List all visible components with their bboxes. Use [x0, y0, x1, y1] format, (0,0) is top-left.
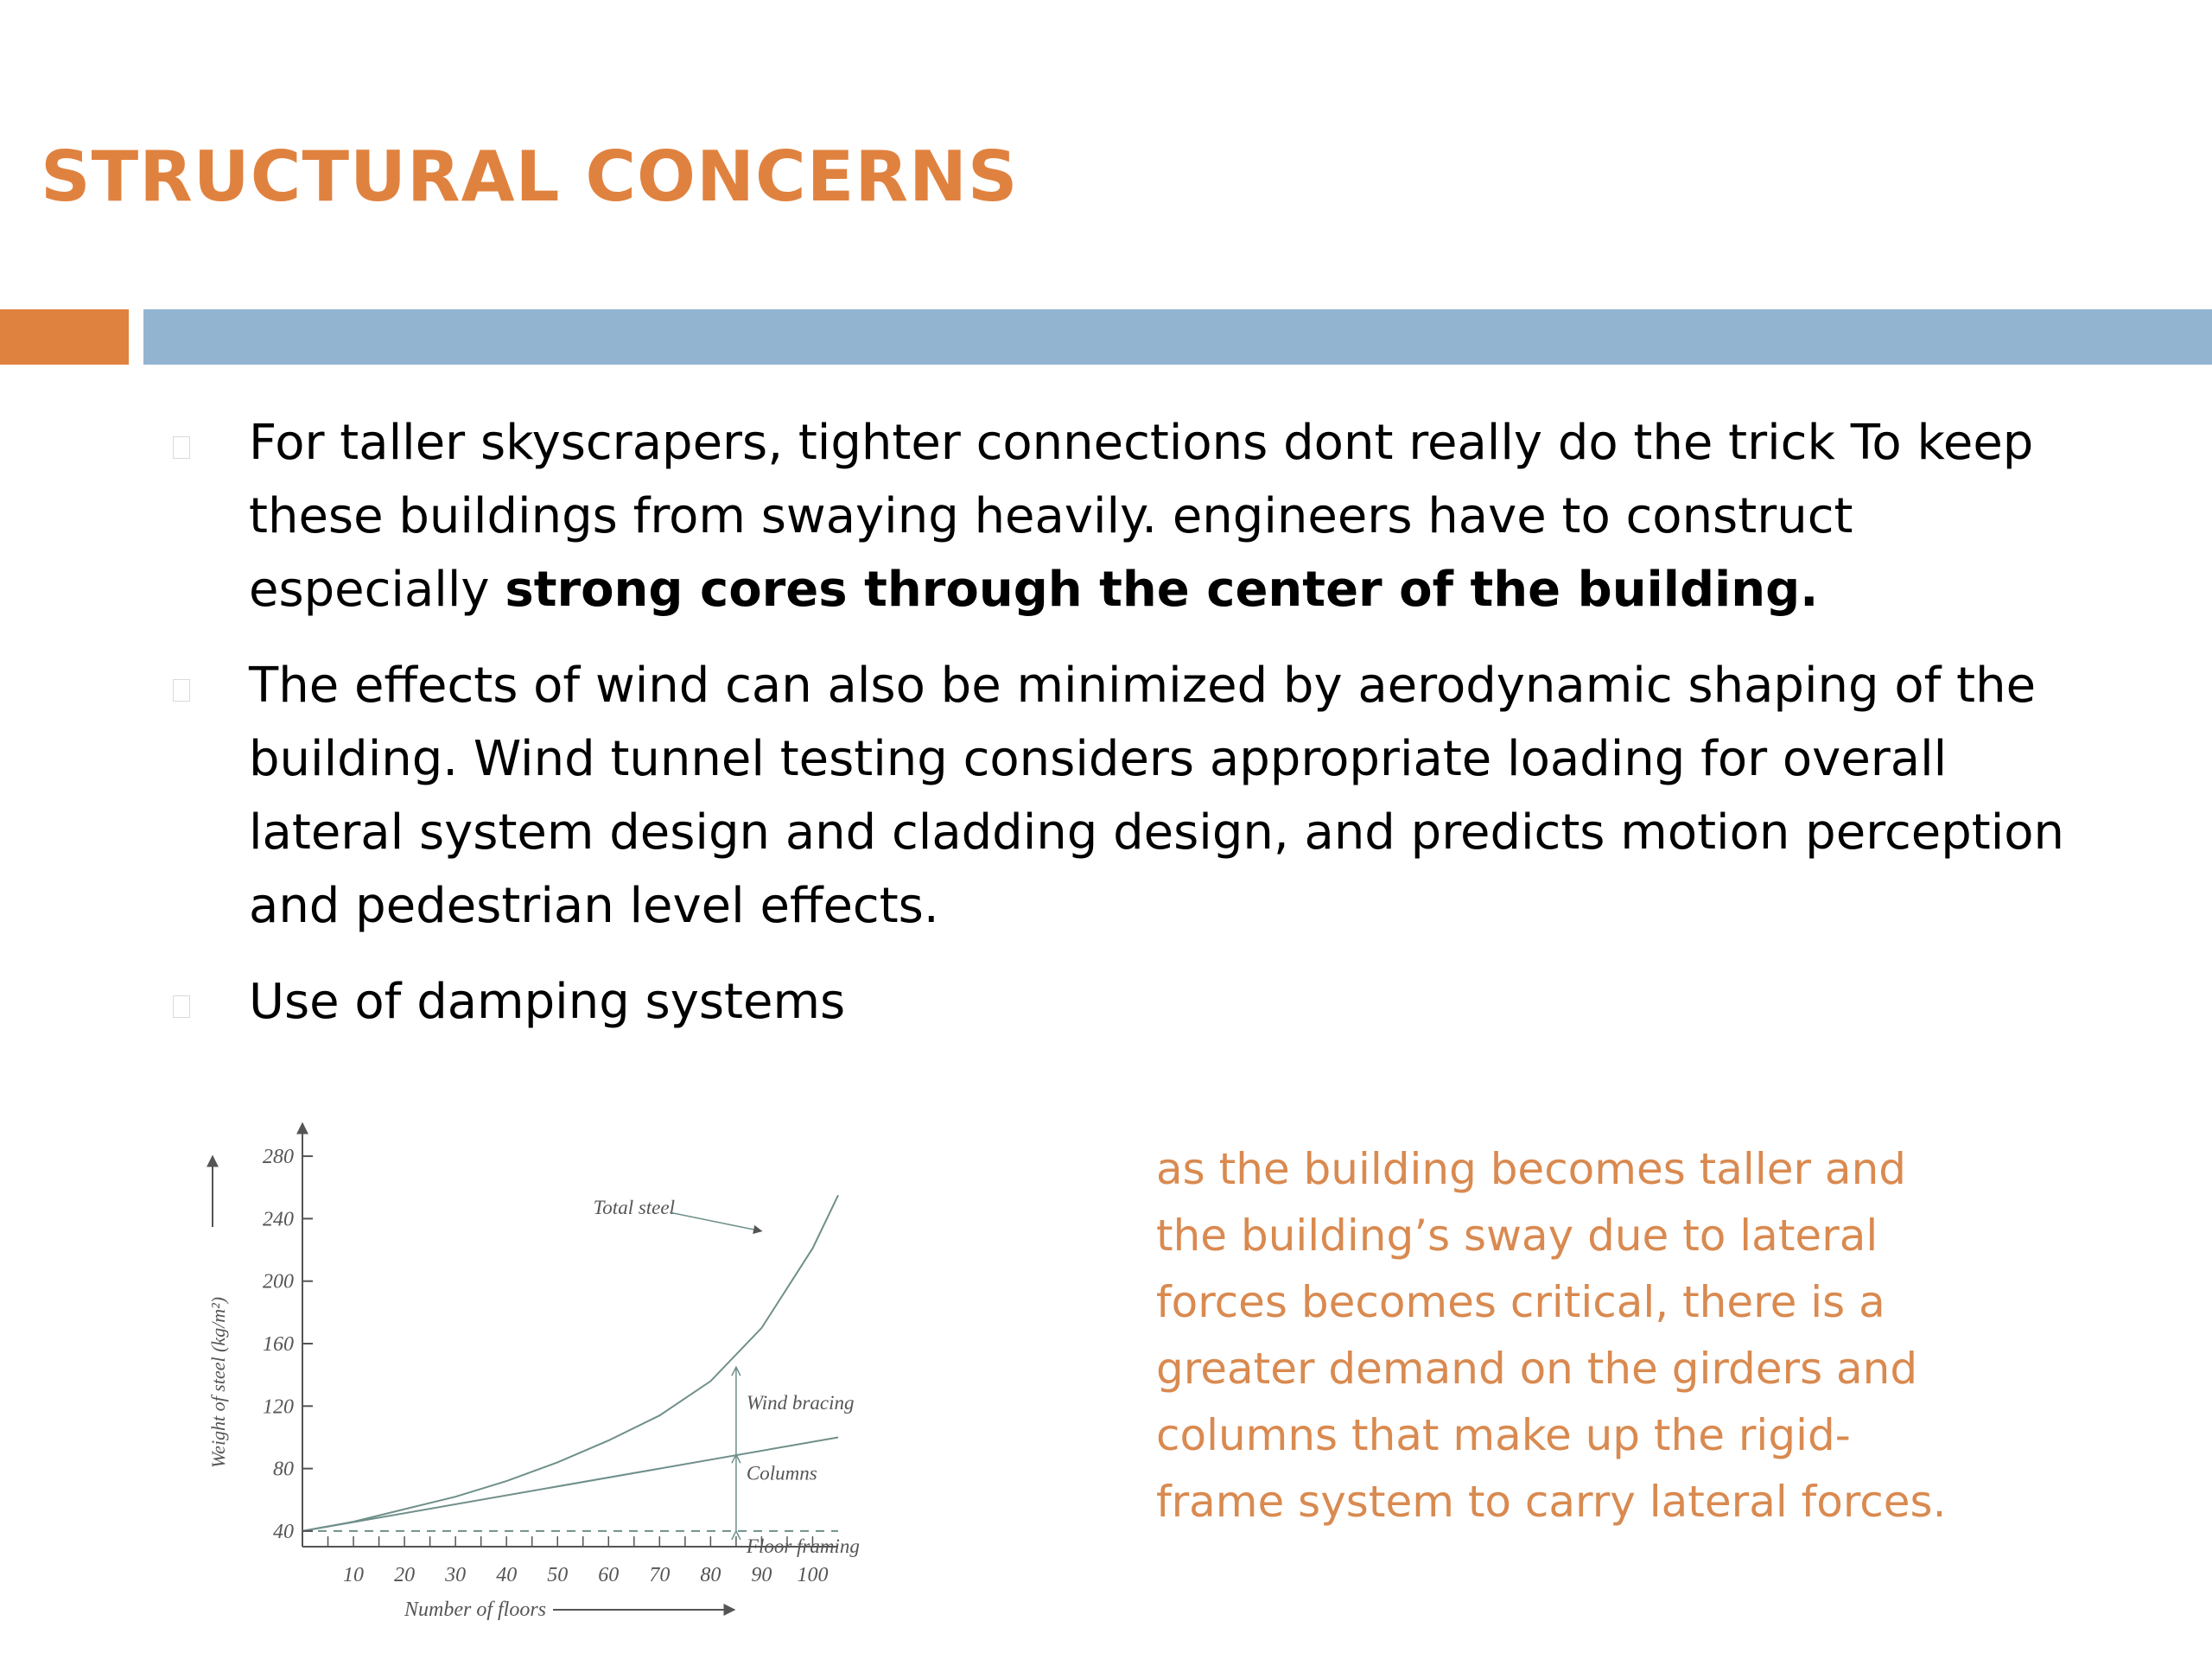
y-axis-label: Weight of steel (kg/m²) — [207, 1296, 229, 1469]
y-tick-label: 280 — [263, 1146, 294, 1169]
bullet-text: Use of damping systems — [249, 974, 846, 1030]
chart-caption: as the building becomes taller and the building’s sway due to lateral forces becomes critical, there is a greater demand on the girders and columns that make up the rigid- frame system to carry lateral forces. — [1156, 1144, 1947, 1527]
x-tick-label: 10 — [343, 1564, 365, 1586]
title-accent-bar — [0, 309, 129, 365]
bullet-list — [168, 406, 2104, 1061]
x-tick-label: 20 — [394, 1564, 416, 1586]
x-tick-label: 40 — [496, 1564, 518, 1586]
slide-title: STRUCTURAL CONCERNS — [41, 137, 1019, 217]
bullet-item — [168, 649, 2104, 943]
bullet-square-icon — [173, 436, 190, 459]
bullet-bold-text: strong cores through the center of the building. — [505, 562, 1819, 618]
y-tick-label: 40 — [273, 1520, 294, 1543]
steel-weight-chart — [181, 1115, 916, 1650]
bullet-square-icon — [173, 995, 190, 1018]
annotation-label: Total steel — [593, 1196, 675, 1218]
annotation-label: Floor framing — [746, 1535, 860, 1558]
annotation-pointer-arrow — [670, 1212, 761, 1231]
y-tick-label: 240 — [263, 1208, 294, 1231]
y-tick-label: 160 — [263, 1333, 294, 1356]
y-tick-label: 120 — [263, 1395, 294, 1419]
x-tick-label: 90 — [751, 1564, 772, 1586]
bullet-text: The effects of wind can also be minimized by aerodynamic shaping of the building. Wind tunnel testing considers appropriate loading for overall lateral system design and cladding design, and predicts motion perception and pedestrian level effects. — [249, 658, 2065, 934]
bullet-item — [168, 965, 2104, 1039]
x-tick-label: 50 — [547, 1564, 569, 1586]
bullet-item — [168, 406, 2104, 626]
annotation-label: Wind bracing — [746, 1391, 855, 1414]
bullet-text: For taller skyscrapers, tighter connections dont really do the trick To keep these buildings from swaying heavily. engineers have to construct especially — [249, 415, 2034, 618]
chart-svg — [181, 1115, 916, 1650]
x-tick-label: 100 — [797, 1564, 829, 1586]
y-tick-label: 200 — [263, 1270, 294, 1294]
x-tick-label: 70 — [649, 1564, 671, 1586]
x-tick-label: 60 — [598, 1564, 620, 1586]
x-axis-label: Number of floors — [404, 1599, 547, 1621]
x-tick-label: 30 — [445, 1564, 467, 1586]
series-line-columns — [302, 1438, 838, 1531]
x-tick-label: 80 — [700, 1564, 721, 1586]
title-divider-band — [143, 309, 2212, 365]
y-tick-label: 80 — [273, 1458, 294, 1481]
annotation-label: Columns — [746, 1462, 817, 1484]
bullet-square-icon — [173, 679, 190, 702]
